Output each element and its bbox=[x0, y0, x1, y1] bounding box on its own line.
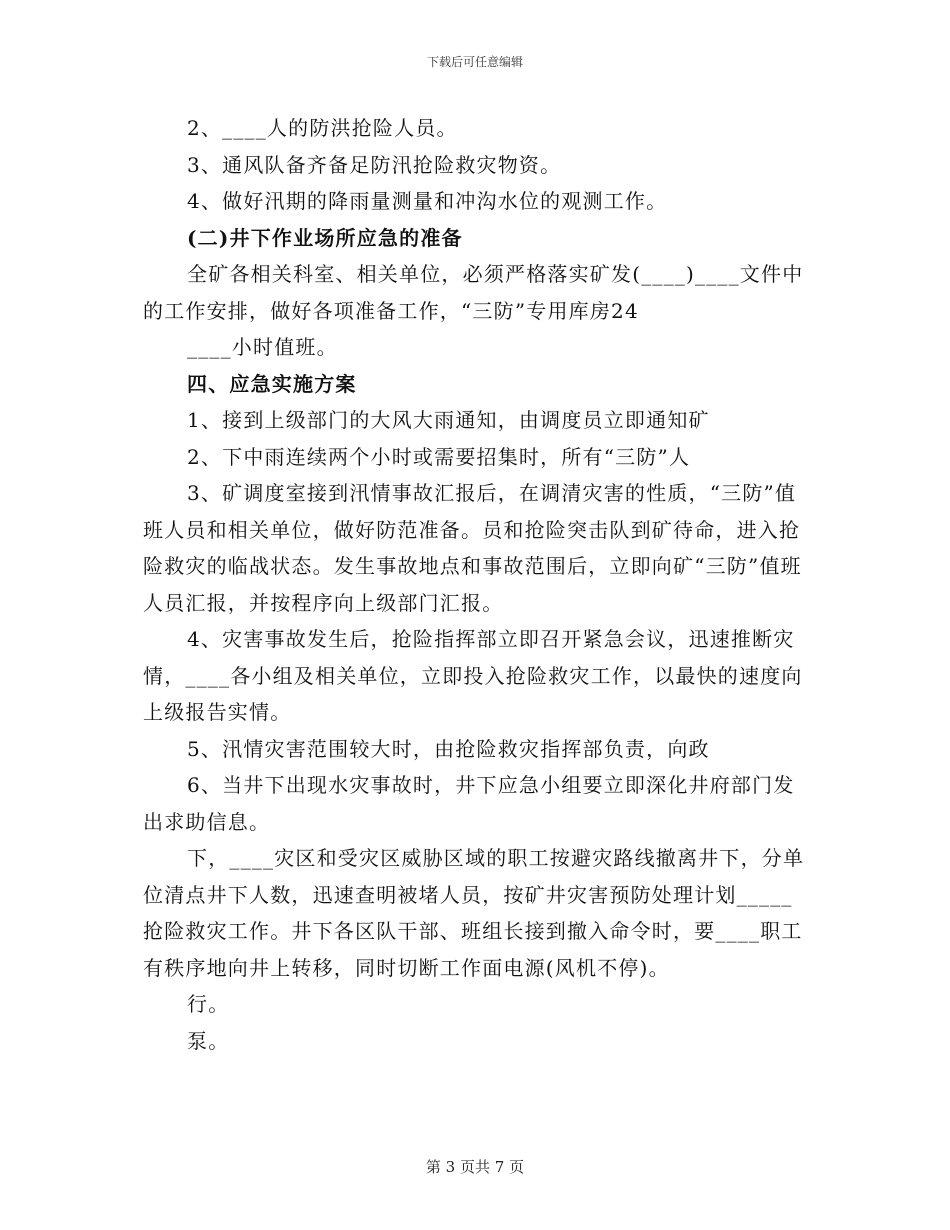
section-heading: (二)井下作业场所应急的准备 bbox=[187, 225, 463, 250]
paragraph: 2、____人的防洪抢险人员。 bbox=[187, 116, 458, 140]
paragraph: 5、汛情灾害范围较大时，由抢险救灾指挥部负责，向政 bbox=[187, 736, 710, 761]
paragraph: 泵。 bbox=[187, 1028, 230, 1053]
document-body bbox=[143, 110, 813, 1059]
paragraph: 4、灾害事故发生后，抢险指挥部立即召开紧急会议，迅速推断灾情，____各小组及相关单位，立即投入抢险救灾工作，以最快的速度向上级报告实情。 bbox=[143, 627, 803, 724]
section-heading: 四、应急实施方案 bbox=[187, 371, 357, 396]
paragraph: 3、通风队备齐备足防汛抢险救灾物资。 bbox=[187, 152, 562, 177]
paragraph: 行。 bbox=[187, 992, 230, 1016]
paragraph: 6、当井下出现水灾事故时，井下应急小组要立即深化井府部门发出求助信息。 bbox=[143, 773, 795, 834]
page-header: 下载后可任意编辑 bbox=[426, 55, 523, 69]
paragraph: ____小时值班。 bbox=[187, 335, 338, 359]
paragraph: 下，____灾区和受灾区威胁区域的职工按避灾路线撤离井下，分单位清点井下人数，迅速查明被堵人员，按矿井灾害预防处理计划_____抢险救灾工作。井下各区队干部、班组长接到撤入命令时，要____职工有秩序地向井上转移，同时切断工作面电源(风机不停)。 bbox=[143, 846, 805, 980]
page-footer: 第 3 页共 7 页 bbox=[425, 1158, 525, 1176]
paragraph: 全矿各相关科室、相关单位，必须严格落实矿发(____)____文件中的工作安排，做好各项准备工作，“三防”专用库房24 bbox=[143, 262, 804, 323]
paragraph: 1、接到上级部门的大风大雨通知，由调度员立即通知矿 bbox=[187, 408, 710, 432]
paragraph: 2、下中雨连续两个小时或需要招集时，所有“三防”人 bbox=[187, 444, 691, 469]
paragraph: 4、做好汛期的降雨量测量和冲沟水位的观测工作。 bbox=[187, 189, 668, 213]
paragraph: 3、矿调度室接到汛情事故汇报后，在调清灾害的性质，“三防”值班人员和相关单位，做好防范准备。员和抢险突击队到矿待命，进入抢险救灾的临战状态。发生事故地点和事故范围后，立即向矿“三防”值班人员汇报，并按程序向上级部门汇报。 bbox=[143, 481, 802, 615]
